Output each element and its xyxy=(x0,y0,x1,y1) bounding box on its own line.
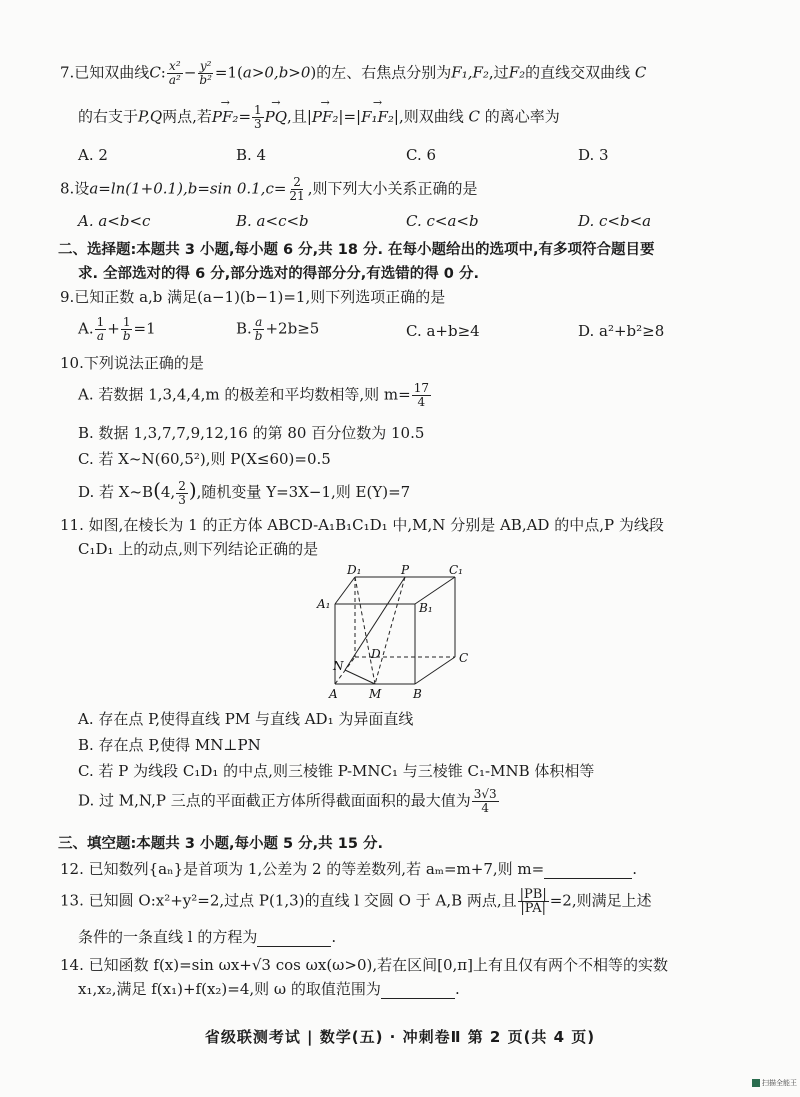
q8-c-den: 21 xyxy=(289,189,305,203)
q14-line2-text: x₁,x₂,满足 f(x₁)+f(x₂)=4,则 ω 的取值范围为 xyxy=(78,980,381,998)
q11-d-den: 4 xyxy=(481,801,490,815)
q13-text-a: 13. 已知圆 O:x²+y²=2,过点 P(1,3)的直线 l 交圆 O 于 A,B 两点,且 xyxy=(60,891,517,910)
q14-end: . xyxy=(454,980,460,998)
q8-line xyxy=(60,176,477,203)
q7-option-d: D. 3 xyxy=(578,146,609,164)
q8-option-b: B. a<c<b xyxy=(236,212,309,230)
q10-a-den: 4 xyxy=(417,395,426,409)
q10-option-d-post: ,随机变量 Y=3X−1,则 E(Y)=7 xyxy=(196,483,411,501)
q10-d-num: 2 xyxy=(178,478,186,493)
q9-option-b-label: B. xyxy=(236,319,252,338)
q10-stem: 10.下列说法正确的是 xyxy=(60,354,204,372)
q13-text-b: =2,则满足上述 xyxy=(549,891,652,910)
q7-eq-tail: =1( xyxy=(214,63,243,82)
q11-d-num: 3√3 xyxy=(473,787,497,801)
q9-option-a-label: A. xyxy=(78,319,94,338)
label-m: M xyxy=(369,687,382,701)
q7-tail3: 的直线交双曲线 xyxy=(525,63,631,82)
q7-tail2: ,过 xyxy=(488,63,509,82)
q14-answer-blank[interactable] xyxy=(381,998,455,999)
q8-c-num: 2 xyxy=(293,175,301,189)
q9-stem: 9.已知正数 a,b 满足(a−1)(b−1)=1,则下列选项正确的是 xyxy=(60,288,446,306)
q11-option-d-text: D. 过 M,N,P 三点的平面截正方体所得截面面积的最大值为 xyxy=(78,791,471,810)
q10-a-num: 17 xyxy=(413,381,429,395)
q13-line2 xyxy=(78,926,336,947)
q13-line1 xyxy=(60,888,652,915)
q9-option-d: D. a²+b²≥8 xyxy=(578,322,665,340)
label-a1: A₁ xyxy=(317,597,331,611)
label-p: P xyxy=(401,563,410,577)
q7-tail1: )的左、右焦点分别为 xyxy=(310,63,452,82)
q7-vec-pf2-abs: → PF₂ xyxy=(312,108,339,126)
q7-cond: a>0,b>0 xyxy=(242,63,311,82)
q7-lead: 7.已知双曲线 xyxy=(60,63,150,82)
q8-a-expr: a=ln(1+0.1),b=sin 0.1,c= xyxy=(89,179,287,198)
q9-option-b: B. $\frac{a}{b}$ +2b≥5 xyxy=(236,315,320,343)
watermark xyxy=(752,1078,797,1088)
q10-option-b: B. 数据 1,3,7,7,9,12,16 的第 80 百分位数为 10.5 xyxy=(78,424,425,442)
q7-line2: 的右支于P,Q两点,若→ PF₂= $\frac{1}{3}$ → PQ,且|→ PF₂|=|→ F₁F₂|,则双曲线 C 的离心率为 xyxy=(78,104,560,131)
section2-heading-line2: 求. 全部选对的得 6 分,部分选对的得部分分,有选错的得 0 分. xyxy=(78,266,479,282)
q9-option-b-post: +2b≥5 xyxy=(265,319,320,338)
q7-line2-b: 两点,若 xyxy=(162,107,212,126)
q7-foci: F₁,F₂ xyxy=(451,63,489,82)
q13-line2-text: 条件的一条直线 l 的方程为 xyxy=(78,928,258,946)
q12-line xyxy=(60,858,637,879)
q7-vec-f1f2: → F₁F₂ xyxy=(361,108,394,126)
q7-line1: 7.已知双曲线C: $\frac{\text{x²}}{\text{a²}}$ − $\frac{\text{y²}}{\text{b²}}$ =1(a>0,b>0)的左、右焦点分别为F₁,F₂,过F₂的直线交双曲线 C xyxy=(60,59,647,87)
label-d: D xyxy=(371,647,381,661)
q10-option-a-text: A. 若数据 1,3,4,4,m 的极差和平均数相等,则 m= xyxy=(78,385,411,404)
q11-option-d xyxy=(78,788,500,815)
label-a: A xyxy=(329,687,338,701)
q13-end: . xyxy=(331,928,337,946)
q11-option-b: B. 存在点 P,使得 MN⊥PN xyxy=(78,736,261,754)
cube-figure xyxy=(315,562,475,702)
q8-option-c: C. c<a<b xyxy=(406,212,479,230)
q12-end: . xyxy=(632,860,637,878)
q7-line2-a: 的右支于 xyxy=(78,107,139,126)
q7-vec-pq: → PQ xyxy=(265,108,287,126)
q8-option-d: D. c<b<a xyxy=(578,212,652,230)
q7-frac-third: $\frac{1}{3}$ xyxy=(254,103,262,131)
scanner-logo-icon xyxy=(752,1079,760,1087)
q7-line2-e: 的离心率为 xyxy=(484,107,560,126)
q10-d-den: 3 xyxy=(178,492,186,507)
q10-option-d-pre: D. 若 X~B xyxy=(78,483,154,501)
q13-den: |PA| xyxy=(520,901,547,916)
q9-option-a: A. $\frac{1}{a}$ + $\frac{1}{b}$ =1 xyxy=(78,315,156,343)
q10-option-c: C. 若 X~N(60,5²),则 P(X≤60)=0.5 xyxy=(78,450,331,468)
q7-curve: C xyxy=(149,63,161,82)
q11-stem-line2: C₁D₁ 上的动点,则下列结论正确的是 xyxy=(78,540,319,558)
q7-f2: F₂ xyxy=(508,63,526,82)
q7-vec-pf2: → PF₂ xyxy=(212,108,239,126)
q11-option-a: A. 存在点 P,使得直线 PM 与直线 AD₁ 为异面直线 xyxy=(78,710,414,728)
q8-text-b: ,则下列大小关系正确的是 xyxy=(307,179,478,198)
section3-heading: 三、填空题:本题共 3 小题,每小题 5 分,共 15 分. xyxy=(58,836,383,852)
label-b1: B₁ xyxy=(419,601,433,615)
q13-answer-blank[interactable] xyxy=(257,946,331,947)
section2-heading-line1: 二、选择题:本题共 3 小题,每小题 6 分,共 18 分. 在每小题给出的选项中,有多项符合题目要 xyxy=(58,242,655,258)
q7-pq-points: P,Q xyxy=(138,107,163,126)
label-n: N xyxy=(333,659,344,673)
q9-option-c: C. a+b≥4 xyxy=(406,322,480,340)
q7-c-end: C xyxy=(634,63,647,82)
q12-text: 12. 已知数列{aₙ}是首项为 1,公差为 2 的等差数列,若 aₘ=m+7,则 m= xyxy=(60,860,545,878)
q10-option-d: D. 若 X~B(4, $\frac{2}{3}$ ),随机变量 Y=3X−1,则 E(Y)=7 xyxy=(78,478,411,507)
q7-cond2-b: ,且| xyxy=(287,107,312,126)
q7-option-a: A. 2 xyxy=(78,146,108,164)
q10-d-paren-a: 4, xyxy=(160,483,176,501)
q9-option-a-post: =1 xyxy=(133,319,156,338)
q14-line1: 14. 已知函数 f(x)=sin ωx+√3 cos ωx(ω>0),若在区间[0,π]上有且仅有两个不相等的实数 xyxy=(60,956,669,974)
label-d1: D₁ xyxy=(347,563,362,577)
q13-num: |PB| xyxy=(519,887,547,902)
q10-option-a xyxy=(78,382,432,409)
q7-cond2-c: |=| xyxy=(338,107,362,126)
label-b: B xyxy=(413,687,422,701)
q11-option-c: C. 若 P 为线段 C₁D₁ 的中点,则三棱锥 P-MNC₁ 与三棱锥 C₁-MNB 体积相等 xyxy=(78,762,595,780)
q7-c2: C xyxy=(468,107,481,126)
q11-stem-line1: 11. 如图,在棱长为 1 的正方体 ABCD-A₁B₁C₁D₁ 中,M,N 分别是 AB,AD 的中点,P 为线段 xyxy=(60,516,664,534)
q7-cond2-d: |,则双曲线 xyxy=(393,107,464,126)
label-c1: C₁ xyxy=(449,563,463,577)
q8-option-a: A. a<b<c xyxy=(78,212,151,230)
watermark-text: 扫描全能王 xyxy=(762,1079,797,1087)
page-footer: 省级联测考试 | 数学(五) · 冲刺卷Ⅱ 第 2 页(共 4 页) xyxy=(204,1028,596,1046)
q7-option-c: C. 6 xyxy=(406,146,437,164)
q7-option-b: B. 4 xyxy=(236,146,267,164)
q8-text-a: 8.设 xyxy=(60,179,90,198)
q14-line2 xyxy=(78,978,460,999)
q7-frac-x: $\frac{\text{x²}}{\text{a²}}$ xyxy=(168,59,181,87)
q12-answer-blank[interactable] xyxy=(544,878,632,879)
label-c: C xyxy=(459,651,469,665)
q8-frac-c xyxy=(287,176,306,203)
q7-frac-y: $\frac{\text{y²}}{\text{b²}}$ xyxy=(199,59,212,87)
